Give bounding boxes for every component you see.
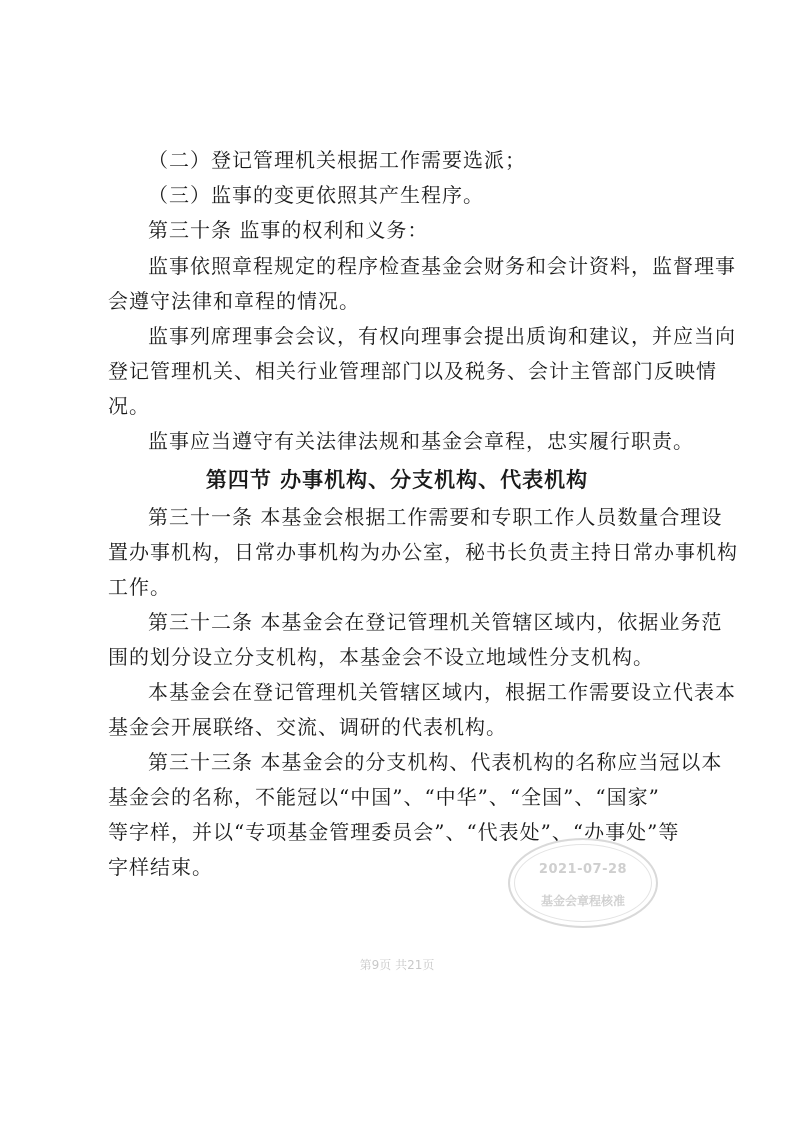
clause-item-2: （二）登记管理机关根据工作需要选派； <box>148 148 526 172</box>
paragraph-line: 监事列席理事会会议，有权向理事会提出质询和建议，并应当向 <box>148 324 736 348</box>
page-number: 第9页 共21页 <box>359 958 435 972</box>
article-30-title: 第三十条 监事的权利和义务： <box>148 218 429 242</box>
paragraph-line: 会遵守法律和章程的情况。 <box>108 289 360 313</box>
section-heading: 第四节 办事机构、分支机构、代表机构 <box>205 467 589 492</box>
paragraph-line: 等字样，并以“专项基金管理委员会”、“代表处”、“办事处”等 <box>108 820 680 844</box>
article-32-line: 第三十二条 本基金会在登记管理机关管辖区域内，依据业务范 <box>148 610 723 634</box>
paragraph-line: 本基金会在登记管理机关管辖区域内，根据工作需要设立代表本 <box>148 680 736 704</box>
paragraph-line: 监事依照章程规定的程序检查基金会财务和会计资料，监督理事 <box>148 254 736 278</box>
paragraph-line: 登记管理机关、相关行业管理部门以及税务、会计主管部门反映情 <box>108 359 717 383</box>
paragraph-line: 围的划分设立分支机构，本基金会不设立地域性分支机构。 <box>108 645 654 669</box>
stamp-date: 2021-07-28 <box>538 862 628 877</box>
approval-stamp <box>508 838 658 928</box>
paragraph-line: 工作。 <box>108 575 171 599</box>
stamp-text: 基金会章程核准 <box>540 894 625 908</box>
paragraph-line: 基金会开展联络、交流、调研的代表机构。 <box>108 715 507 739</box>
paragraph-line: 字样结束。 <box>108 855 213 879</box>
paragraph-line: 况。 <box>108 394 150 418</box>
article-31-line: 第三十一条 本基金会根据工作需要和专职工作人员数量合理设 <box>148 505 723 529</box>
article-33-line: 第三十三条 本基金会的分支机构、代表机构的名称应当冠以本 <box>148 750 723 774</box>
clause-item-3: （三）监事的变更依照其产生程序。 <box>148 183 484 207</box>
paragraph-line: 基金会的名称，不能冠以“中国”、“中华”、“全国”、“国家” <box>108 785 660 809</box>
paragraph-line: 监事应当遵守有关法律法规和基金会章程，忠实履行职责。 <box>148 429 694 453</box>
paragraph-line: 置办事机构，日常办事机构为办公室，秘书长负责主持日常办事机构 <box>108 540 738 564</box>
